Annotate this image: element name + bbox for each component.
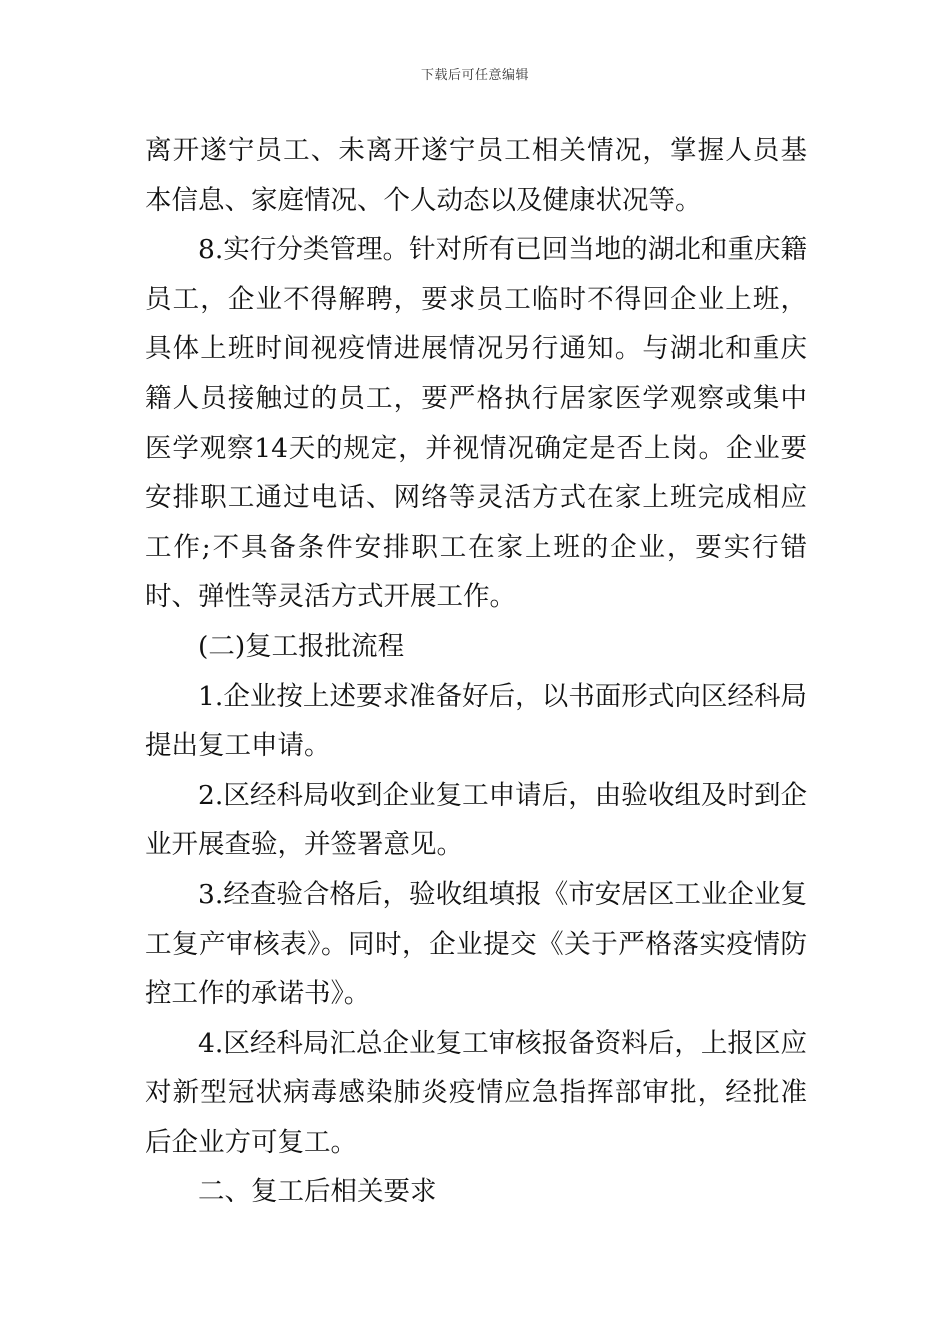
section-heading-approval-process: (二)复工报批流程 — [198, 630, 405, 662]
section-heading-post-resumption: 二、复工后相关要求 — [198, 1176, 437, 1208]
paragraph-continued: 离开遂宁员工、未离开遂宁员工相关情况，掌握人员基本信息、家庭情况、个人动态以及健康状况等。 — [145, 135, 807, 216]
paragraph-step-3: 3.经查验合格后，验收组填报《市安居区工业企业复工复产审核表》。同时，企业提交《关于严格落实疫情防控工作的承诺书》。 — [145, 878, 807, 1010]
document-body — [145, 126, 807, 1217]
paragraph-item-8: 8.实行分类管理。针对所有已回当地的湖北和重庆籍员工，企业不得解聘，要求员工临时不得回企业上班，具体上班时间视疫情进展情况另行通知。与湖北和重庆籍人员接触过的员工，要严格执行居家医学观察或集中医学观察14天的规定，并视情况确定是否上岗。企业要安排职工通过电话、网络等灵活方式在家上班完成相应工作;不具备条件安排职工在家上班的企业，要实行错时、弹性等灵活方式开展工作。 — [145, 234, 807, 613]
page-header: 下载后可任意编辑 — [420, 68, 529, 83]
paragraph-step-2: 2.区经科局收到企业复工申请后，由验收组及时到企业开展查验，并签署意见。 — [145, 779, 807, 861]
paragraph-step-4: 4.区经科局汇总企业复工审核报备资料后，上报区应对新型冠状病毒感染肺炎疫情应急指挥部审批，经批准后企业方可复工。 — [145, 1027, 807, 1158]
paragraph-step-1: 1.企业按上述要求准备好后，以书面形式向区经科局提出复工申请。 — [145, 680, 807, 762]
